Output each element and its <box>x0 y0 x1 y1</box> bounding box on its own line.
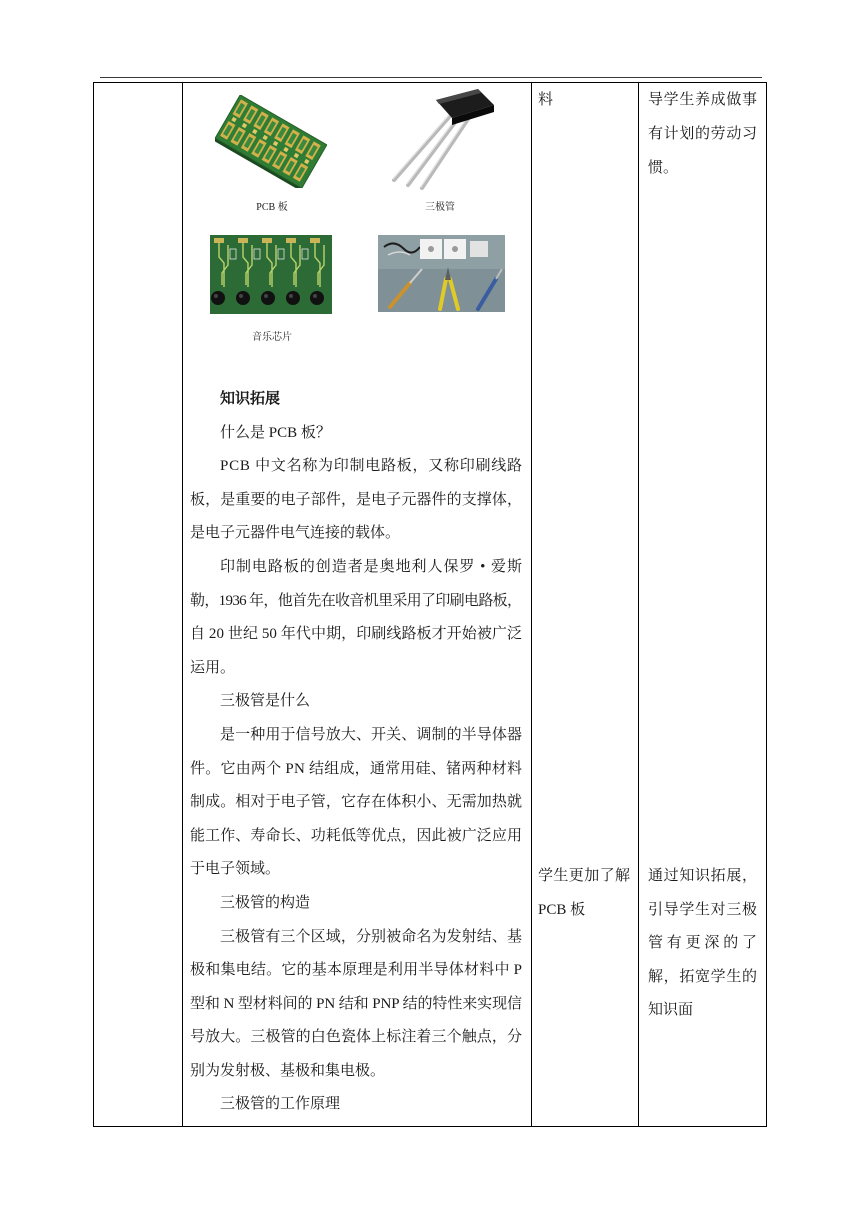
paragraph <box>190 685 522 719</box>
pcb-board-photo <box>215 95 327 188</box>
column-divider <box>638 82 639 1127</box>
purpose-text-line: 惯。 <box>648 160 679 176</box>
column-divider <box>531 82 532 1127</box>
body-text-line: 件。它由两个 PN 结组成，通常用硅、锗两种材料 <box>190 760 523 777</box>
materials-text-line: 学生更加了解 <box>538 868 631 884</box>
paragraph <box>190 921 522 1089</box>
body-text-line: 板，是重要的电子部件，是电子元器件的支撑体， <box>190 491 523 508</box>
purpose-column-top <box>648 83 757 185</box>
body-text-line: 印制电路板的创造者是奥地利人保罗 • 爱斯 <box>220 558 523 575</box>
page-header-rule <box>100 77 762 78</box>
transistor-photo <box>388 88 496 190</box>
music-chip-photo <box>210 235 332 314</box>
paragraph <box>190 551 522 685</box>
purpose-text-line: 管有更深的了 <box>648 935 761 951</box>
paragraph <box>190 1088 522 1122</box>
body-text-line: 运用。 <box>190 659 236 676</box>
body-text-line: 于电子领域。 <box>190 861 281 878</box>
purpose-text-line: 解，拓宽学生的 <box>648 968 758 985</box>
body-text-line: 号放大。三极管的白色瓷体上标注着三个触点，分 <box>190 1029 523 1046</box>
paragraph <box>190 719 522 887</box>
body-text-line: 极和集电结。它的基本原理是利用半导体材料中 P <box>190 962 523 979</box>
knowledge-extension-heading: 知识拓展 <box>220 391 281 407</box>
body-text-line: 能工作、寿命长、功耗低等优点，因此被广泛应用 <box>190 827 523 844</box>
image-caption: 音乐芯片 <box>252 332 292 343</box>
materials-text-line: PCB 板 <box>538 901 586 918</box>
body-text-line: 制成。相对于电子管，它存在体积小、无需加热就 <box>190 794 523 811</box>
paragraph <box>190 887 522 921</box>
knowledge-extension-text <box>190 383 522 1122</box>
body-text-line: 三极管的构造 <box>220 894 311 911</box>
materials-text-line: 料 <box>538 92 554 108</box>
purpose-text-line: 通过知识拓展， <box>648 868 758 884</box>
body-text-line: 三极管是什么 <box>220 693 311 710</box>
tools-photo <box>378 235 505 312</box>
body-text-line: 别为发射极、基极和集电极。 <box>190 1062 386 1079</box>
image-caption: PCB 板 <box>256 202 288 213</box>
purpose-column-middle <box>648 860 761 1028</box>
body-text-line: 自 20 世纪 50 年代中期，印刷线路板才开始被广泛 <box>190 626 523 643</box>
materials-column-top <box>538 83 630 117</box>
body-text-line: 三极管的工作原理 <box>220 1096 341 1113</box>
purpose-text-line: 引导学生对三极 <box>648 901 758 918</box>
materials-column-middle <box>538 860 630 927</box>
paragraph <box>190 450 522 551</box>
body-text-line: 是电子元器件电气连接的载体。 <box>190 525 401 542</box>
body-text-line: 是一种用于信号放大、开关、调制的半导体器 <box>220 726 523 743</box>
purpose-text-line: 导学生养成做事 <box>648 92 758 108</box>
column-divider <box>182 82 183 1127</box>
paragraph <box>190 417 522 451</box>
body-text-line: 型和 N 型材料间的 PN 结和 PNP 结的特性来实现信 <box>190 995 522 1012</box>
body-text-line: 三极管有三个区域，分别被命名为发射结、基 <box>220 928 523 945</box>
purpose-text-line: 有计划的劳动习 <box>648 126 758 142</box>
body-text-line: 勒，1936 年，他首先在收音机里采用了印刷电路板， <box>190 592 522 609</box>
purpose-text-line: 知识面 <box>648 1002 694 1018</box>
body-text-line: PCB 中文名称为印制电路板，又称印刷线路 <box>220 458 523 475</box>
body-text-line: 什么是 PCB 板？ <box>220 424 331 441</box>
image-caption: 三极管 <box>425 202 455 213</box>
